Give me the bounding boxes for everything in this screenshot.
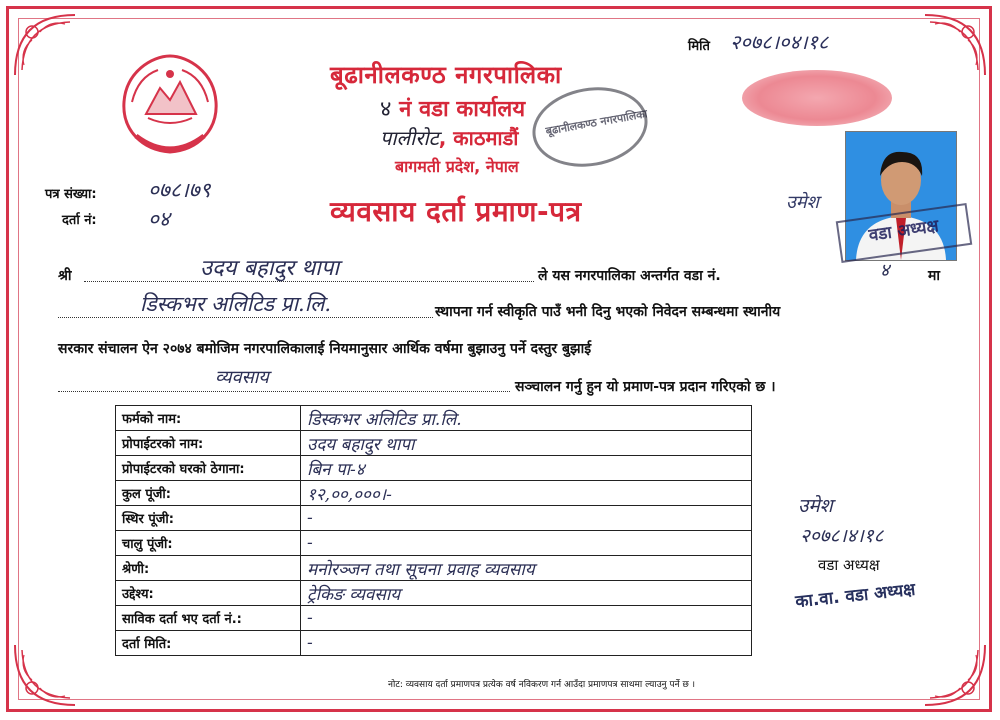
- row-value: -: [301, 631, 752, 656]
- letter-no-label: पत्र संख्या:: [45, 187, 97, 202]
- ward-chair-signature: उमेश: [798, 495, 833, 517]
- office-stamp-text: बूढानीलकण्ठ नगरपालिका: [544, 107, 649, 138]
- line1-text: ले यस नगरपालिका अन्तर्गत वडा नं.: [538, 268, 721, 284]
- row-value: उदय बहादुर थापा: [301, 431, 752, 456]
- table-row: [116, 631, 752, 656]
- row-label: चालु पूंजी:: [116, 531, 301, 556]
- line4-text: सञ्चालन गर्नु हुन यो प्रमाण-पत्र प्रदान गरिएको छ ।: [515, 379, 776, 395]
- reg-no-value: ०४: [148, 207, 170, 231]
- photo-stamp: वडा अध्यक्ष: [836, 203, 973, 263]
- row-value: -: [301, 606, 752, 631]
- table-row: [116, 406, 752, 431]
- ward-office-line: [380, 93, 525, 123]
- ward-sign-date: २०७८।४।१८: [800, 525, 884, 547]
- business-dotted-line: [58, 390, 510, 392]
- row-value: -: [301, 506, 752, 531]
- honorific: श्री: [58, 268, 72, 284]
- reg-no-label: दर्ता नं:: [62, 213, 97, 228]
- place-hand: पालीरोट: [380, 126, 439, 150]
- row-label: स्थिर पूंजी:: [116, 506, 301, 531]
- row-value: बिन पा-४: [301, 456, 752, 481]
- row-label: प्रोपाईटरको नाम:: [116, 431, 301, 456]
- business-hand: व्यवसाय: [215, 367, 269, 388]
- row-label: श्रेणी:: [116, 556, 301, 581]
- row-label: दर्ता मिति:: [116, 631, 301, 656]
- ward-number-hand: ४: [380, 97, 392, 122]
- row-label: फर्मको नाम:: [116, 406, 301, 431]
- table-row: [116, 506, 752, 531]
- row-label: साविक दर्ता भए दर्ता नं.:: [116, 606, 301, 631]
- municipality-name: बूढानीलकण्ठ नगरपालिका: [330, 61, 562, 89]
- certificate-title: व्यवसाय दर्ता प्रमाण-पत्र: [330, 195, 582, 228]
- ward-office-label: नं वडा कार्यालय: [399, 97, 526, 122]
- letter-no-value: ०७८।७९: [148, 178, 211, 202]
- red-seal-icon: [742, 70, 892, 126]
- row-value: १२,००,०००।-: [301, 481, 752, 506]
- ma-text: मा: [928, 268, 940, 284]
- table-row: [116, 581, 752, 606]
- date-label: मिति: [688, 39, 710, 54]
- corner-ornament-icon: [10, 640, 80, 710]
- table-row: [116, 481, 752, 506]
- corner-ornament-icon: [920, 640, 990, 710]
- firm-hand: डिस्कभर अलिटिड प्रा.लि.: [140, 292, 332, 316]
- table-row: [116, 556, 752, 581]
- row-value: डिस्कभर अलिटिड प्रा.लि.: [301, 406, 752, 431]
- ward-chair-stamp: का.वा. वडा अध्यक्ष: [794, 579, 917, 613]
- place-suffix: काठमाडौं: [453, 126, 519, 150]
- date-value: २०७८।०४।१८: [730, 30, 829, 54]
- nepal-emblem-icon: [118, 52, 223, 167]
- corner-ornament-icon: [10, 10, 80, 80]
- line3-text: सरकार संचालन ऐन २०७४ बमोजिम नगरपालिकालाई नियमानुसार आर्थिक वर्षमा बुझाउनु पर्ने दस्तुर बुझाई: [58, 341, 592, 357]
- business-details-table: [115, 405, 752, 656]
- row-label: उद्देश्य:: [116, 581, 301, 606]
- footer-note: नोट: व्यवसाय दर्ता प्रमाणपत्र प्रत्येक वर्ष नविकरण गर्न आउँदा प्रमाणपत्र साथमा ल्याउनु पर्ने छ ।: [388, 680, 696, 690]
- row-value: -: [301, 531, 752, 556]
- table-row: [116, 431, 752, 456]
- province-line: बागमती प्रदेश, नेपाल: [395, 157, 519, 176]
- table-row: [116, 456, 752, 481]
- photo-signature: उमेश: [786, 192, 819, 213]
- name-hand: उदय बहादुर थापा: [200, 256, 340, 281]
- ward-no-hand: ४: [880, 260, 890, 281]
- row-label: कुल पूंजी:: [116, 481, 301, 506]
- table-row: [116, 531, 752, 556]
- line2-text: स्थापना गर्न स्वीकृति पाउँ भनी दिनु भएको निवेदन सम्बन्धमा स्थानीय: [435, 304, 781, 320]
- row-value: ट्रेकिङ व्यवसाय: [301, 581, 752, 606]
- corner-ornament-icon: [920, 10, 990, 80]
- row-value: मनोरञ्जन तथा सूचना प्रवाह व्यवसाय: [301, 556, 752, 581]
- place-line: पालीरोट, काठमाडौं: [380, 126, 519, 150]
- row-label: प्रोपाईटरको घरको ठेगाना:: [116, 456, 301, 481]
- table-row: [116, 606, 752, 631]
- ward-chair-label: वडा अध्यक्ष: [818, 556, 880, 574]
